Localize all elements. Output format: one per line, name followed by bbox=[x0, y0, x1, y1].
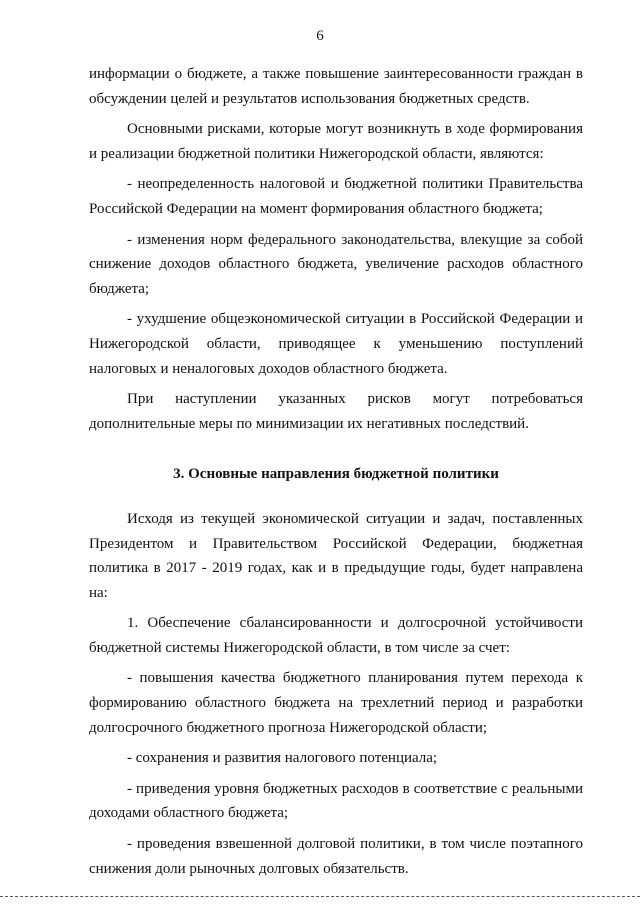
page-number: 6 bbox=[316, 28, 324, 44]
list-item: - изменения норм федерального законодательства, влекущие за собой снижение доходов областного бюджета, увеличение расходов областного бюджета; bbox=[89, 231, 583, 297]
paragraph: 1. Обеспечение сбалансированности и долгосрочной устойчивости бюджетной системы Нижегородской области, в том числе за счет: bbox=[89, 615, 583, 656]
paragraph: Основными рисками, которые могут возникнуть в ходе формирования и реализации бюджетной политики Нижегородской области, являются: bbox=[89, 121, 583, 162]
list-item: - проведения взвешенной долговой политики, в том числе поэтапного снижения доли рыночных долговых обязательств. bbox=[89, 836, 583, 877]
list-item: - сохранения и развития налогового потенциала; bbox=[127, 750, 438, 767]
page-bottom-rule bbox=[0, 896, 640, 897]
list-item: - неопределенность налоговой и бюджетной политики Правительства Российской Федерации на момент формирования областного бюджета; bbox=[89, 176, 583, 217]
paragraph: При наступлении указанных рисков могут потребоваться дополнительные меры по минимизации их негативных последствий. bbox=[89, 391, 583, 432]
list-item: - повышения качества бюджетного планирования путем перехода к формированию областного бюджета на трехлетний период и разработки долгосрочного бюджетного прогноза Нижегородской области; bbox=[89, 670, 583, 736]
section-heading: 3. Основные направления бюджетной политики bbox=[173, 466, 499, 483]
list-item: - ухудшение общеэкономической ситуации в Российской Федерации и Нижегородской области, приводящее к уменьшению поступлений налоговых и неналоговых доходов областного бюджета. bbox=[89, 311, 583, 377]
document-body bbox=[89, 62, 583, 881]
list-item: - приведения уровня бюджетных расходов в соответствие с реальными доходами областного бюджета; bbox=[89, 780, 583, 822]
paragraph: Исходя из текущей экономической ситуации и задач, поставленных Президентом и Правительством Российской Федерации, бюджетная политика в 2017 - 2019 годах, как и в предыдущие годы, будет направлена на: bbox=[89, 510, 583, 601]
paragraph: информации о бюджете, а также повышение заинтересованности граждан в обсуждении целей и результатов использования бюджетных средств. bbox=[89, 66, 583, 107]
